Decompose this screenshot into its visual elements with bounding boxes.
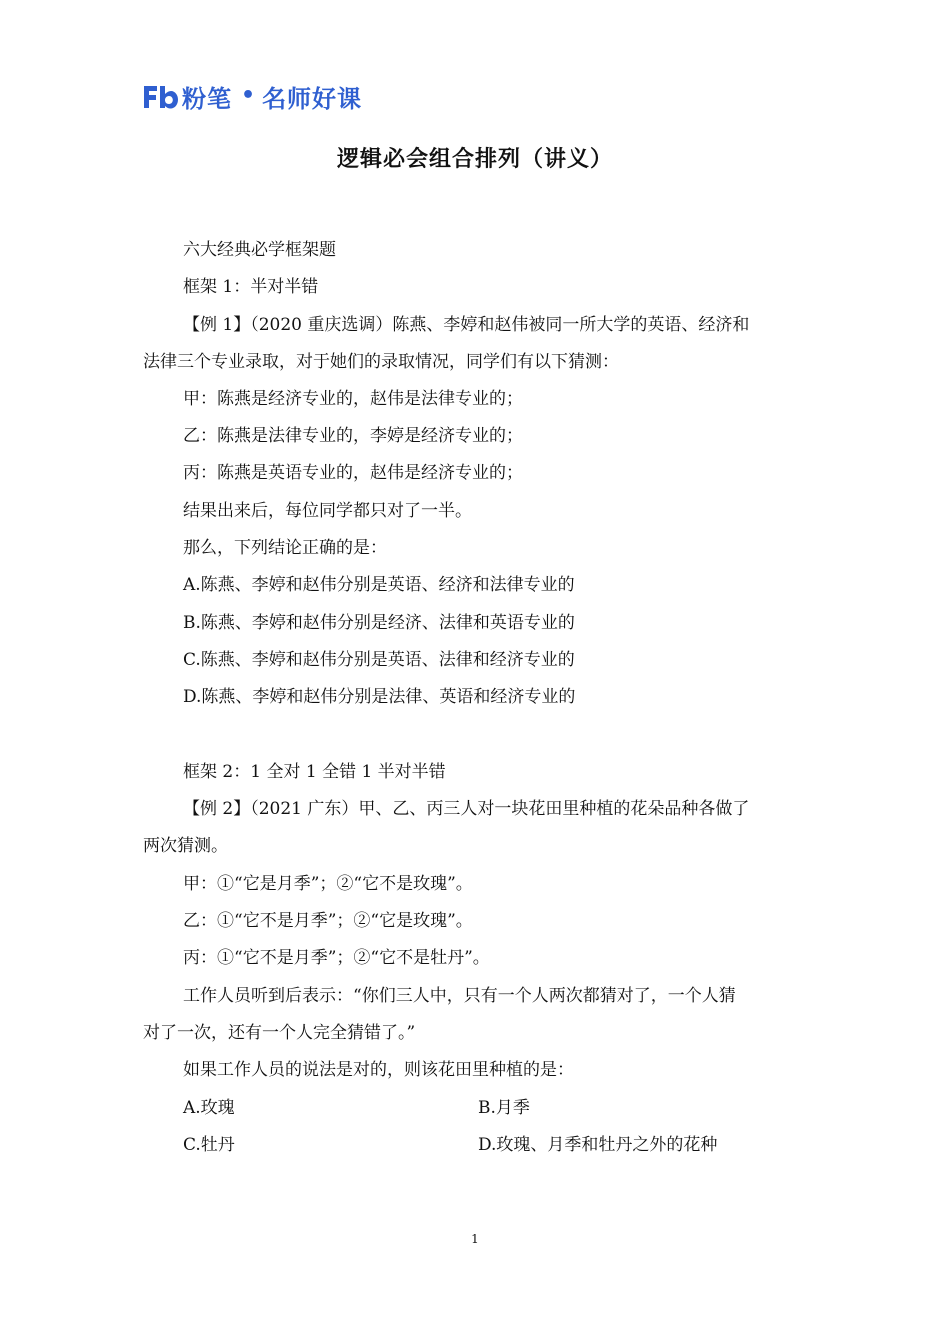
- section2-guess-c: 丙：①“它不是月季”；②“它不是牡丹”。: [183, 948, 490, 968]
- section1-guess-a: 甲：陈燕是经济专业的，赵伟是法律专业的；: [183, 389, 523, 409]
- section1-option-d: D.陈燕、李婷和赵伟分别是法律、英语和经济专业的: [183, 687, 576, 707]
- section1-question-line1: 【例 1】（2020 重庆选调）陈燕、李婷和赵伟被同一所大学的英语、经济和: [183, 315, 750, 335]
- section1-result: 结果出来后，每位同学都只对了一半。: [183, 501, 472, 521]
- section1-option-c: C.陈燕、李婷和赵伟分别是英语、法律和经济专业的: [183, 650, 575, 670]
- brand-name: 粉笔: [182, 84, 232, 113]
- document-title: 逻辑必会组合排列（讲义）: [336, 147, 613, 172]
- section2-guess-b: 乙：①“它不是月季”；②“它是玫瑰”。: [183, 911, 473, 931]
- section1-option-a: A.陈燕、李婷和赵伟分别是英语、经济和法律专业的: [183, 575, 575, 595]
- fenbi-logo-icon: [142, 82, 178, 110]
- brand-separator: •: [241, 82, 256, 108]
- section2-option-b: B.月季: [478, 1098, 530, 1118]
- section2-question-line1: 【例 2】（2021 广东）甲、乙、丙三人对一块花田里种植的花朵品种各做了: [183, 799, 750, 819]
- section2-question-line2: 两次猜测。: [143, 836, 228, 856]
- intro-text: 六大经典必学框架题: [183, 240, 336, 260]
- brand-logo: [142, 80, 362, 112]
- section2-guess-a: 甲：①“它是月季”；②“它不是玫瑰”。: [183, 874, 473, 894]
- section1-guess-c: 丙：陈燕是英语专业的，赵伟是经济专业的；: [183, 463, 523, 483]
- section2-option-c: C.牡丹: [183, 1135, 235, 1155]
- section1-question-line2: 法律三个专业录取，对于她们的录取情况，同学们有以下猜测：: [143, 352, 619, 372]
- brand-slogan: 名师好课: [262, 84, 363, 113]
- section1-prompt: 那么，下列结论正确的是：: [183, 538, 387, 558]
- page-number: 1: [471, 1232, 479, 1246]
- section1-heading: 框架 1：半对半错: [183, 277, 319, 297]
- section2-heading: 框架 2：1 全对 1 全错 1 半对半错: [183, 762, 446, 782]
- section2-prompt: 如果工作人员的说法是对的，则该花田里种植的是：: [183, 1060, 574, 1080]
- section2-statement-line1: 工作人员听到后表示：“你们三人中，只有一个人两次都猜对了，一个人猜: [183, 986, 736, 1006]
- section1-guess-b: 乙：陈燕是法律专业的，李婷是经济专业的；: [183, 426, 523, 446]
- section1-option-b: B.陈燕、李婷和赵伟分别是经济、法律和英语专业的: [183, 613, 575, 633]
- section2-statement-line2: 对了一次，还有一个人完全猜错了。”: [143, 1023, 416, 1043]
- section2-option-a: A.玫瑰: [183, 1098, 235, 1118]
- section2-option-d: D.玫瑰、月季和牡丹之外的花种: [478, 1135, 718, 1155]
